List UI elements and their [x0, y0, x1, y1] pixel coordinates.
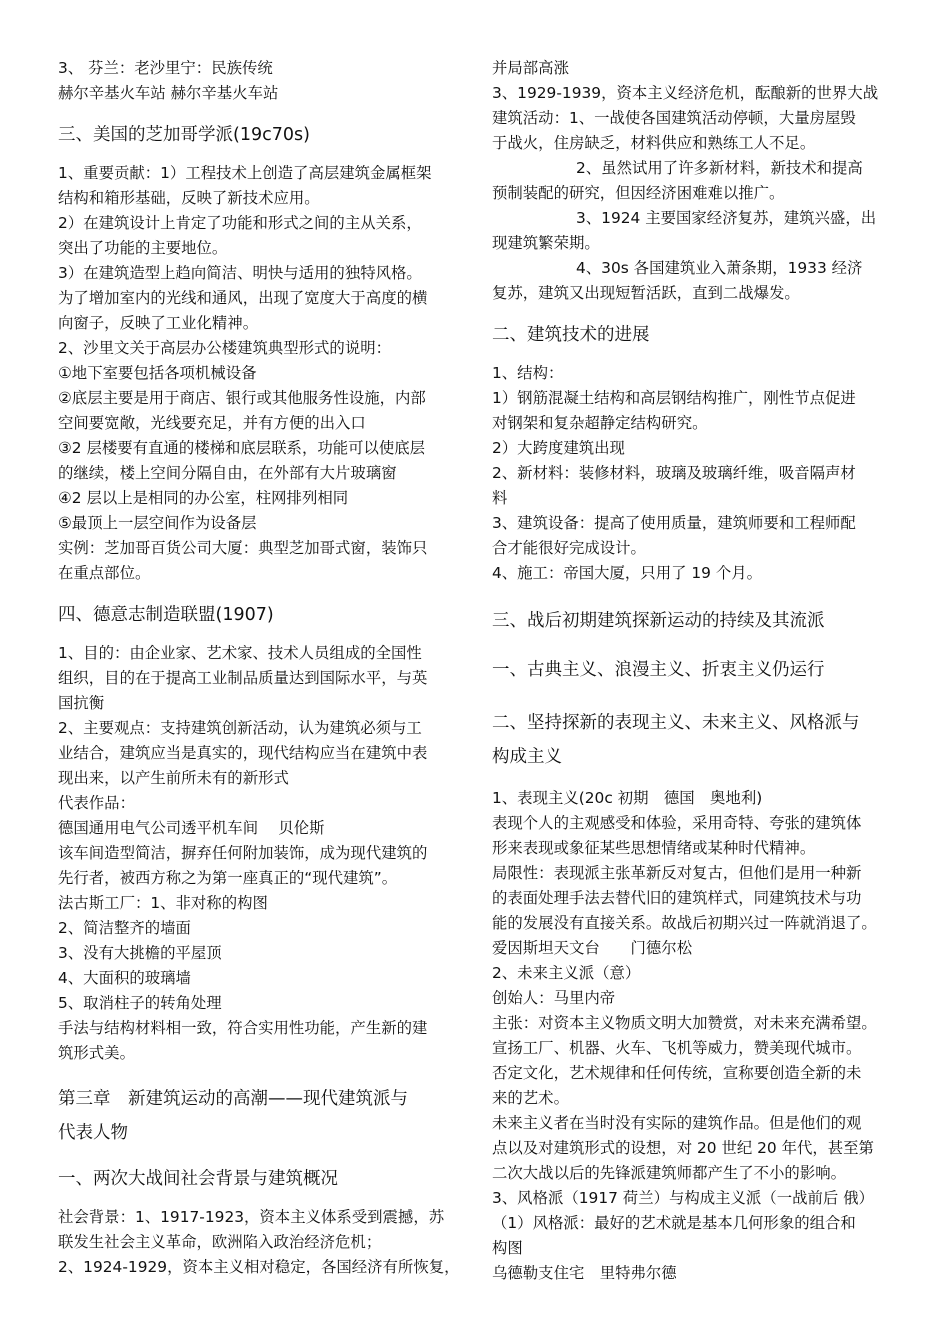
section-heading-chicago-school: 三、美国的芝加哥学派(19c70s): [58, 125, 310, 145]
section-heading-werkbund: 四、德意志制造联盟(1907): [58, 605, 274, 625]
text-line: 宣扬工厂、机器、火车、飞机等威力，赞美现代城市。: [492, 1039, 862, 1057]
text-line: 3、没有大挑檐的平屋顶: [58, 944, 222, 962]
text-line: 复苏，建筑又出现短暂活跃，直到二战爆发。: [492, 284, 800, 302]
text-line: 3、1924 主要国家经济复苏，建筑兴盛，出: [576, 209, 877, 227]
text-line: 赫尔辛基火车站 赫尔辛基火车站: [58, 84, 279, 102]
text-line: 2、1924-1929，资本主义相对稳定，各国经济有所恢复，: [58, 1258, 460, 1276]
text-line: 组织，目的在于提高工业制品质量达到国际水平，与英: [58, 669, 428, 687]
text-line: 1、目的：由企业家、艺术家、技术人员组成的全国性: [58, 644, 422, 662]
text-line: 的表面处理手法去替代旧的建筑样式，同建筑技术与功: [492, 889, 862, 907]
text-line: ①地下室要包括各项机械设备: [58, 364, 257, 382]
section-heading-expressionism: 二、坚持探新的表现主义、未来主义、风格派与: [492, 713, 860, 733]
text-line: 的继续，楼上空间分隔自由，在外部有大片玻璃窗: [58, 464, 397, 482]
text-line: 2、主要观点：支持建筑创新活动，认为建筑必须与工: [58, 719, 422, 737]
text-line: 1、表现主义(20c 初期 德国 奥地利): [492, 789, 763, 807]
text-line: 2）大跨度建筑出现: [492, 439, 625, 457]
text-line: 未来主义者在当时没有实际的建筑作品。但是他们的观: [492, 1114, 862, 1132]
text-line: 建筑活动：1、一战使各国建筑活动停顿，大量房屋毁: [492, 109, 856, 127]
text-line: 于战火，住房缺乏，材料供应和熟练工人不足。: [492, 134, 816, 152]
text-line: 1、结构：: [492, 364, 564, 382]
text-line: 1、重要贡献：1）工程技术上创造了高层建筑金属框架: [58, 164, 432, 182]
text-line: 该车间造型简洁，摒弃任何附加装饰，成为现代建筑的: [58, 844, 428, 862]
text-line: 主张：对资本主义物质文明大加赞赏，对未来充满希望。: [492, 1014, 877, 1032]
chapter-heading: 代表人物: [58, 1123, 128, 1143]
chapter-heading: 第三章 新建筑运动的高潮——现代建筑派与: [58, 1089, 408, 1109]
text-line: 4、大面积的玻璃墙: [58, 969, 191, 987]
text-line: 突出了功能的主要地位。: [58, 239, 228, 257]
text-line: 3、1929-1939，资本主义经济危机，酝酿新的世界大战: [492, 84, 879, 102]
text-line: 创始人：马里内帝: [492, 989, 616, 1007]
text-line: 筑形式美。: [58, 1044, 135, 1062]
text-line: 实例：芝加哥百货公司大厦：典型芝加哥式窗，装饰只: [58, 539, 428, 557]
text-line: 二次大战以后的先锋派建筑师都产生了不小的影响。: [492, 1164, 846, 1182]
text-line: 2、简洁整齐的墙面: [58, 919, 191, 937]
text-line: 联发生社会主义革命，欧洲陷入政治经济危机；: [58, 1233, 382, 1251]
text-line: 3、 芬兰：老沙里宁：民族传统: [58, 59, 273, 77]
text-line: 2、虽然试用了许多新材料，新技术和提高: [576, 159, 863, 177]
text-line: ③2 层楼要有直通的楼梯和底层联系，功能可以使底层: [58, 439, 426, 457]
text-line: 社会背景：1、1917-1923，资本主义体系受到震撼，苏: [58, 1208, 445, 1226]
text-line: 乌德勒支住宅 里特弗尔德: [492, 1264, 677, 1282]
text-line: 否定文化，艺术规律和任何传统，宣称要创造全新的未: [492, 1064, 862, 1082]
text-line: 现建筑繁荣期。: [492, 234, 600, 252]
text-line: 预制装配的研究，但因经济困难难以推广。: [492, 184, 785, 202]
text-line: 代表作品：: [58, 794, 135, 812]
text-line: 德国通用电气公司透平机车间 贝伦斯: [58, 819, 325, 837]
text-line: 2、未来主义派（意）: [492, 964, 641, 982]
text-line: 表现个人的主观感受和体验，采用奇特、夸张的建筑体: [492, 814, 862, 832]
text-line: （1）风格派：最好的艺术就是基本几何形象的组合和: [492, 1214, 856, 1232]
text-line: 法古斯工厂：1、非对称的构图: [58, 894, 268, 912]
section-heading-postwar-movements: 三、战后初期建筑探新运动的持续及其流派: [492, 611, 825, 631]
text-line: 形来表现或象征某些思想情绪或某种时代精神。: [492, 839, 816, 857]
text-line: ②底层主要是用于商店、银行或其他服务性设施，内部: [58, 389, 426, 407]
text-line: 业结合，建筑应当是真实的，现代结构应当在建筑中表: [58, 744, 428, 762]
text-line: 4、30s 各国建筑业入萧条期，1933 经济: [576, 259, 863, 277]
text-line: 合才能很好完成设计。: [492, 539, 646, 557]
section-heading-expressionism: 构成主义: [492, 747, 562, 767]
text-line: 1）钢筋混凝土结构和高层钢结构推广，刚性节点促进: [492, 389, 856, 407]
section-heading-interwar: 一、两次大战间社会背景与建筑概况: [58, 1169, 338, 1189]
section-heading-tech-progress: 二、建筑技术的进展: [492, 325, 650, 345]
text-line: 3）在建筑造型上趋向简洁、明快与适用的独特风格。: [58, 264, 422, 282]
text-line: 来的艺术。: [492, 1089, 569, 1107]
text-line: 空间要宽敞，光线要充足，并有方便的出入口: [58, 414, 366, 432]
text-line: 在重点部位。: [58, 564, 151, 582]
text-line: 构图: [492, 1239, 523, 1257]
text-line: 结构和箱形基础，反映了新技术应用。: [58, 189, 320, 207]
text-line: 5、取消柱子的转角处理: [58, 994, 222, 1012]
text-line: 为了增加室内的光线和通风，出现了宽度大于高度的横: [58, 289, 428, 307]
text-line: 局限性：表现派主张革新反对复古，但他们是用一种新: [492, 864, 862, 882]
text-line: 先行者，被西方称之为第一座真正的“现代建筑”。: [58, 869, 398, 887]
section-heading-classicism: 一、古典主义、浪漫主义、折衷主义仍运行: [492, 660, 825, 680]
text-line: 3、建筑设备：提高了使用质量，建筑师要和工程师配: [492, 514, 856, 532]
text-line: 向窗子，反映了工业化精神。: [58, 314, 259, 332]
left-column: [58, 56, 460, 1280]
text-line: 料: [492, 489, 508, 507]
text-line: 点以及对建筑形式的设想，对 20 世纪 20 年代，甚至第: [492, 1139, 874, 1157]
text-line: 手法与结构材料相一致，符合实用性功能，产生新的建: [58, 1019, 428, 1037]
text-line: 3、风格派（1917 荷兰）与构成主义派（一战前后 俄）: [492, 1189, 874, 1207]
text-line: 2、新材料：装修材料，玻璃及玻璃纤维，吸音隔声材: [492, 464, 856, 482]
text-line: 爱因斯坦天文台 门德尔松: [492, 939, 693, 957]
text-line: ④2 层以上是相同的办公室，柱网排列相同: [58, 489, 349, 507]
text-line: 能的发展没有直接关系。故战后初期兴过一阵就消退了。: [492, 914, 877, 932]
text-line: 并局部高涨: [492, 59, 569, 77]
right-column: [492, 56, 896, 1286]
text-line: 4、施工：帝国大厦，只用了 19 个月。: [492, 564, 763, 582]
text-line: ⑤最顶上一层空间作为设备层: [58, 514, 257, 532]
text-line: 对钢架和复杂超静定结构研究。: [492, 414, 708, 432]
text-line: 现出来，以产生前所未有的新形式: [58, 769, 289, 787]
text-line: 2、沙里文关于高层办公楼建筑典型形式的说明：: [58, 339, 391, 357]
text-line: 国抗衡: [58, 694, 105, 712]
text-line: 2）在建筑设计上肯定了功能和形式之间的主从关系，: [58, 214, 422, 232]
